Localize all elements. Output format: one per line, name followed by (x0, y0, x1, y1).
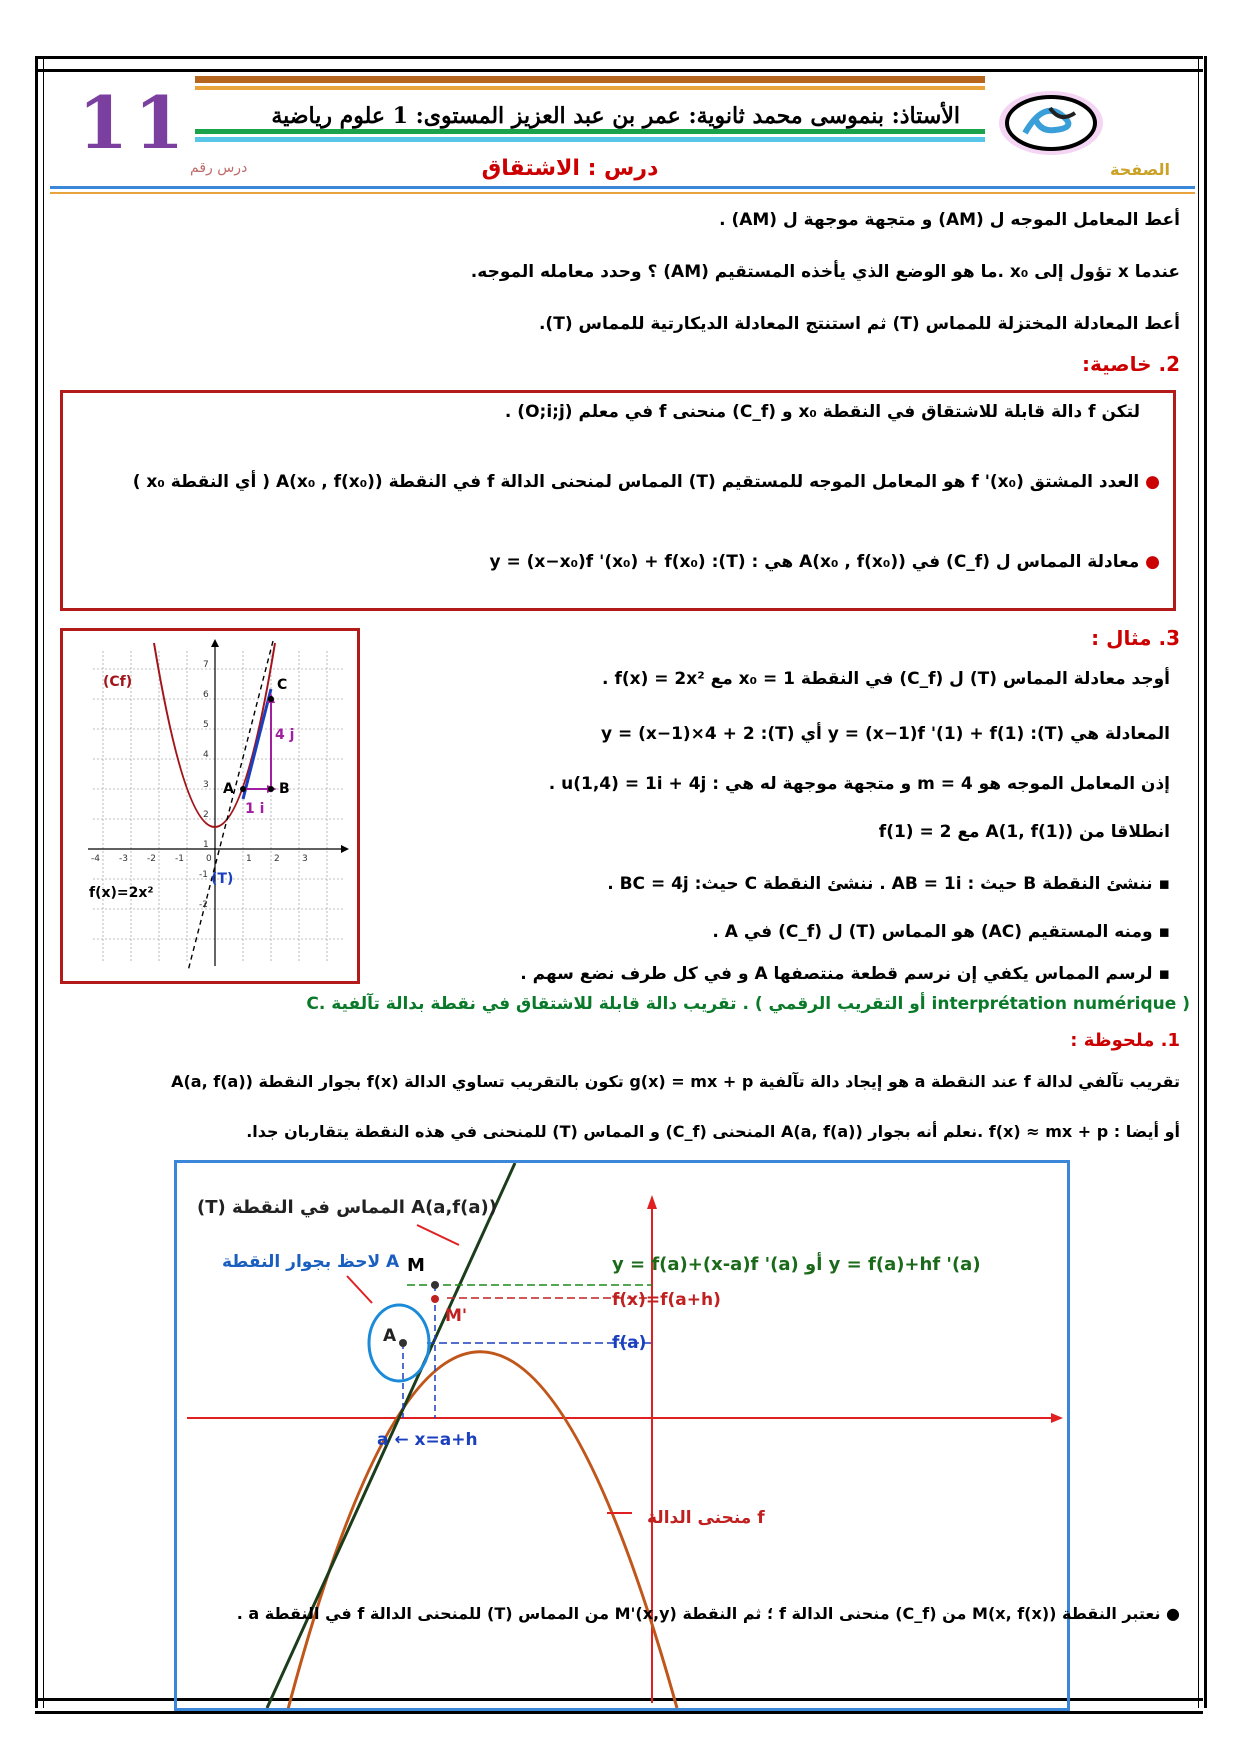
header-separator (50, 186, 1195, 189)
x-axis-label: a ← x=a+h (377, 1430, 478, 1450)
teacher-line: الأستاذ: بنموسى محمد ثانوية: عمر بن عبد العزيز المستوى: 1 علوم رياضية (271, 103, 960, 129)
lesson-title: درس : الاشتقاق (481, 156, 659, 181)
header-bar-bottom (195, 129, 985, 134)
example-line-3: إذن المعامل الموجه هو m = 4 و متجهة موجهة له هي : u(1,4) = 1i + 4j . (548, 774, 1170, 794)
point-A-label: A (383, 1326, 397, 1346)
y-tick: 3 (203, 780, 209, 790)
x-tick: -2 (147, 854, 156, 864)
x-tick: -4 (91, 854, 100, 864)
property-heading: 2. خاصية: (1081, 352, 1180, 376)
question-text: أعط المعادلة المختزلة للمماس (T) ثم استنتج المعادلة الديكارتية للمماس (T). (538, 314, 1180, 334)
question-text: عندما x تؤول إلى x₀ .ما هو الوضع الذي يأخذه المستقيم (AM) ؟ وحدد معامله الموجه. (470, 262, 1180, 282)
header-bar-top (195, 76, 985, 83)
point-B-label: B (279, 781, 290, 797)
page-frame-left (35, 56, 44, 1708)
vector-j-label: 4 j (275, 727, 295, 743)
curve-label: منحنى الدالة f (647, 1508, 765, 1528)
approximation-figure-box (174, 1160, 1070, 1711)
point-M-label: M (407, 1255, 425, 1276)
remark-line-2: أو أيضا : f(x) ≈ mx + p .نعلم أنه بجوار A(a, f(a)) المنحنى (C_f) و المماس (T) للمنحنى في هذه النقطة يتقاربان جدا. (246, 1122, 1180, 1141)
example-bullet-3 (380, 960, 1170, 988)
near-label: لاحظ بجوار النقطة A (222, 1252, 400, 1272)
function-label: f(x)=2x² (89, 885, 154, 901)
x-tick: 3 (302, 854, 308, 864)
y-tick: 7 (203, 660, 209, 670)
point-M-prime-label: M' (445, 1306, 468, 1326)
point-C-label: C (277, 677, 288, 693)
property-intro: لتكن f دالة قابلة للاشتقاق في النقطة x₀ و (C_f) منحنى f في معلم (O;i;j) . (504, 402, 1140, 422)
remark-heading: 1. ملحوظة : (1070, 1030, 1180, 1051)
bullet-text: ومنه المستقيم (AC) هو المماس (T) ل (C_f) في A . (712, 922, 1153, 942)
tangent-label: (T) المماس في النقطة A(a,f(a)) (197, 1197, 497, 1218)
fa-label: f(a) (612, 1333, 647, 1353)
example-heading: 3. مثال : (1091, 626, 1180, 650)
page-frame-top (35, 56, 1203, 72)
curve-label: (Cf) (103, 674, 133, 690)
page-label: الصفحة (1110, 160, 1171, 179)
bullet-text: لرسم المماس يكفي إن نرسم قطعة منتصفها A و في كل طرف نضع سهم . (520, 964, 1153, 984)
question-2 (300, 258, 1180, 286)
x-tick: 0 (206, 854, 212, 864)
y-tick: 5 (203, 720, 209, 730)
question-text: أعط المعامل الموجه ل (AM) و متجهة موجهة ل (AM) . (719, 210, 1180, 230)
question-1 (300, 206, 1180, 234)
y-tick: 4 (203, 750, 209, 760)
header-separator2 (50, 192, 1195, 194)
y-tick: 2 (203, 810, 209, 820)
y-tick: -2 (199, 900, 208, 910)
example-graph (63, 631, 357, 981)
bullet-icon: ● (1139, 472, 1160, 492)
property-bullet-1 (80, 468, 1160, 496)
bullet-text: نعتبر النقطة M(x, f(x)) من (C_f) منحنى الدالة f ؛ ثم النقطة M'(x,y) من المماس (T) للمنحنى الدالة f في النقطة a . (236, 1604, 1161, 1623)
x-tick: 1 (246, 854, 252, 864)
bullet-text: ننشئ النقطة B حيث : AB = 1i . ننشئ النقطة C حيث: BC = 4j . (607, 874, 1153, 894)
bullet-icon: ▪ (1152, 874, 1170, 894)
bullet-icon: ▪ (1152, 922, 1170, 942)
bullet-icon: ● (1160, 1604, 1180, 1623)
page-frame-right (1198, 56, 1207, 1708)
bullet-icon: ● (1139, 552, 1160, 572)
bullet-icon: ▪ (1152, 964, 1170, 984)
section-c-heading: C. تقريب دالة قابلة للاشتقاق في نقطة بدالة تآلفية . ( أو التقريب الرقمي interprétation numérique ) (306, 994, 1190, 1014)
header-bar-top2 (195, 86, 985, 90)
lesson-number-label: درس رقم (190, 160, 248, 176)
equation-label: y = f(a)+(x-a)f '(a) أو y = f(a)+hf '(a) (612, 1254, 981, 1275)
example-bullet-2 (380, 918, 1170, 946)
example-line-1: أوجد معادلة المماس (T) ل (C_f) في النقطة x₀ = 1 مع f(x) = 2x² . (602, 669, 1170, 689)
y-tick: -1 (199, 870, 208, 880)
x-tick: -1 (175, 854, 184, 864)
point-A-label: A (223, 781, 234, 797)
y-tick: 1 (203, 840, 209, 850)
y-tick: 6 (203, 690, 209, 700)
header-bar-bottom2 (195, 137, 985, 142)
property-bullet-2 (80, 548, 1160, 576)
x-tick: 2 (274, 854, 280, 864)
example-bullet-1 (380, 870, 1170, 898)
fx-label: f(x)=f(a+h) (612, 1290, 721, 1310)
page-number: 11 (78, 80, 191, 165)
bullet-text: معادلة المماس ل (C_f) في A(x₀ , f(x₀)) هي : (T): y = (x−x₀)f '(x₀) + f(x₀) (489, 552, 1140, 572)
bullet-text: العدد المشتق f '(x₀) هو المعامل الموجه للمستقيم (T) المماس لمنحنى الدالة f في النقطة A(x₀ , f(x₀)) ( أي النقطة x₀ ) (132, 472, 1140, 492)
x-tick: -3 (119, 854, 128, 864)
tangent-label: (T) (211, 871, 234, 887)
example-line-4: انطلاقا من A(1, f(1)) مع f(1) = 2 (878, 822, 1170, 842)
question-3 (300, 310, 1180, 338)
example-line-2: المعادلة هي (T): y = (x−1)f '(1) + f(1) أي (T): y = (x−1)×4 + 2 (600, 724, 1170, 744)
example-graph-box (60, 628, 360, 984)
logo (995, 88, 1107, 158)
vector-i-label: 1 i (245, 801, 265, 817)
remark-line-1: تقريب تآلفي لدالة f عند النقطة a هو إيجاد دالة تآلفية g(x) = mx + p تكون بالتقريب تساوي الدالة f(x) بجوار النقطة A(a, f(a)) (171, 1072, 1180, 1091)
footer-bullet (60, 1600, 1180, 1628)
